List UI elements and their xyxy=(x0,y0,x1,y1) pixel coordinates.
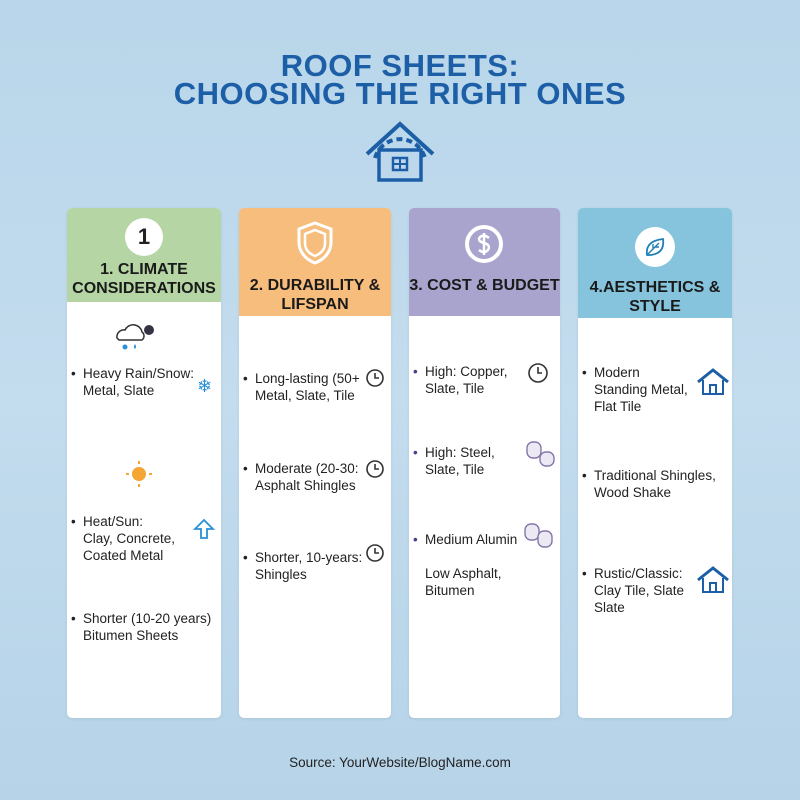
card-title: 3. COST & BUDGET xyxy=(409,277,560,294)
clock-icon xyxy=(527,362,549,384)
list-item: • Rustic/Classic: Clay Tile, Slate Slate xyxy=(582,566,685,615)
house-gear-icon xyxy=(357,114,443,184)
list-item: • Long-lasting (50+ Metal, Slate, Tile xyxy=(243,371,360,403)
clock-icon xyxy=(365,459,385,479)
card-aesthetics xyxy=(578,208,732,718)
leaf-icon xyxy=(643,235,667,259)
list-item: • Shorter, 10-years: Shingles xyxy=(243,550,363,582)
coins-icon xyxy=(525,440,557,468)
list-item: Low Asphalt, Bitumen xyxy=(425,566,502,598)
list-item: • Traditional Shingles, Wood Shake xyxy=(582,468,716,500)
card-header xyxy=(409,208,560,316)
shield-icon xyxy=(295,220,335,266)
sun-icon xyxy=(125,460,153,488)
house-icon xyxy=(696,566,730,594)
list-item: • Moderate (20-30: Asphalt Shingles xyxy=(243,461,359,493)
list-item: • Modern Standing Metal, Flat Tile xyxy=(582,365,688,414)
card-title: 1. CLIMATE CONSIDERATIONS xyxy=(72,261,216,297)
card-cost xyxy=(409,208,560,718)
list-item: • Heat/Sun: Clay, Concrete, Coated Metal xyxy=(71,514,176,563)
card-title: 2. DURABILITY & LIFSPAN xyxy=(249,277,381,313)
clock-icon xyxy=(365,368,385,388)
clock-icon xyxy=(365,543,385,563)
list-item: • Heavy Rain/Snow: Metal, Slate xyxy=(71,366,195,398)
weather-icon xyxy=(113,316,163,352)
leaf-badge xyxy=(635,227,675,267)
snowflake-icon: ❄ xyxy=(197,376,213,396)
list-item: • Medium Alumin xyxy=(413,532,518,547)
card-title: 4.AESTHETICS & STYLE xyxy=(589,279,721,315)
list-item: • High: Copper, Slate, Tile xyxy=(413,364,508,396)
list-item: • High: Steel, Slate, Tile xyxy=(413,445,495,477)
house-icon xyxy=(696,368,730,396)
card-header xyxy=(578,208,732,318)
card-header xyxy=(239,208,391,316)
coins-icon xyxy=(523,522,555,550)
number-badge: 1 xyxy=(125,218,163,256)
title-line-2: CHOOSING THE RIGHT ONES xyxy=(173,76,627,111)
card-climate xyxy=(67,208,221,718)
title-line-1: ROOF SHEETS: xyxy=(280,48,520,83)
card-header xyxy=(67,208,221,302)
dollar-icon xyxy=(464,224,504,264)
card-durability xyxy=(239,208,391,718)
list-item: • Shorter (10-20 years) Bitumen Sheets xyxy=(71,611,212,643)
arrow-up-icon xyxy=(193,518,215,540)
source-text: Source: YourWebsite/BlogName.com xyxy=(289,755,511,770)
